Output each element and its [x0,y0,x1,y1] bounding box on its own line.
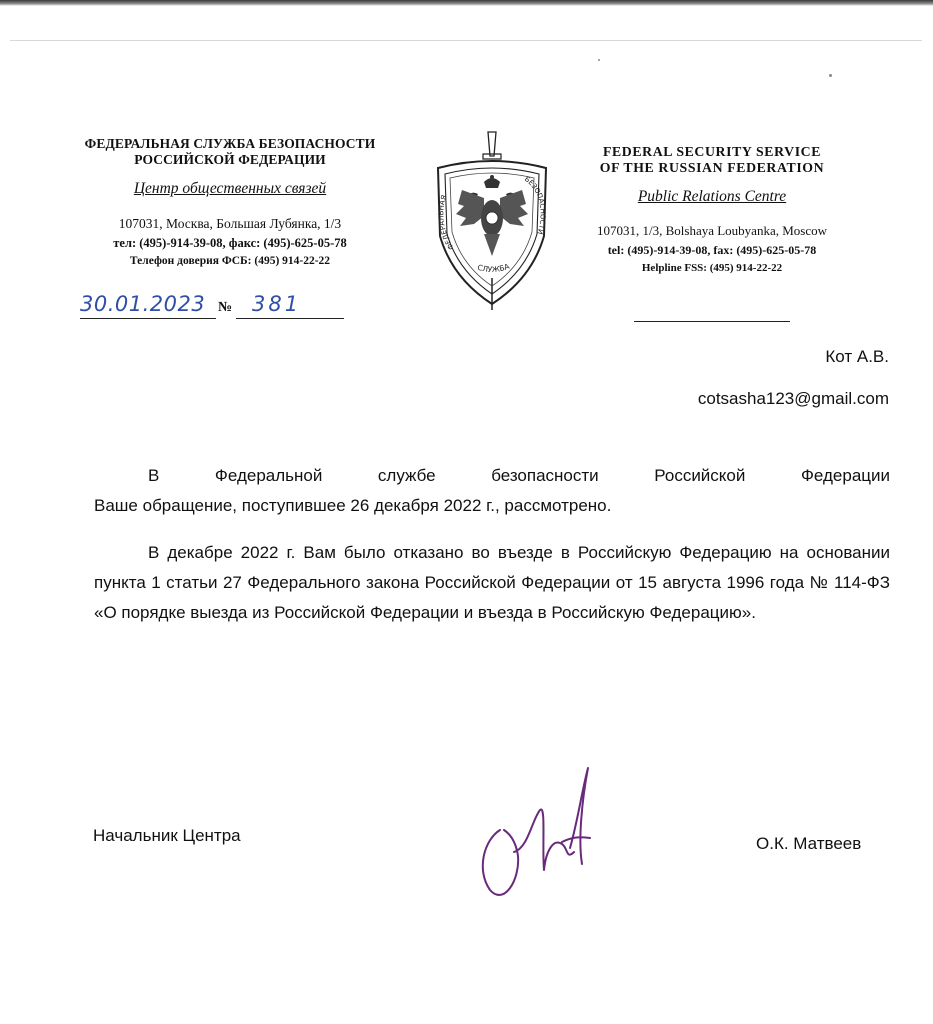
org-name-line1: ФЕДЕРАЛЬНАЯ СЛУЖБА БЕЗОПАСНОСТИ [84,136,376,151]
body-paragraph-2: В декабре 2022 г. Вам было отказано во въезде в Российскую Федерацию на основании пункта 1 статьи 27 Федерального закона Российской Федерации от 15 августа 1996 года № 114-ФЗ «О порядке выезда из Российской Федерации и въезда в Российскую Федерацию». [94,543,890,622]
centre-name: Центр общественных связей [133,180,327,197]
emblem-ring-right-text: БЕЗОПАСНОСТИ [522,175,547,236]
signatory-title: Начальник Центра [93,826,241,845]
helpline-en: Helpline FSS: (495) 914-22-22 [641,262,783,274]
letterhead-russian [58,136,402,267]
phone-fax: тел: (495)-914-39-08, факс: (495)-625-05-78 [113,236,347,250]
english-registration-line [634,321,790,322]
body-paragraph-1-line1: В Федеральной службе безопасности Российской Федерации [148,466,890,485]
scan-speck [829,74,832,77]
scan-artifact-line [10,40,922,41]
body-paragraph-1-rest: Ваше обращение, поступившее 26 декабря 2022 г., рассмотрено. [94,496,612,515]
address-en: 107031, 1/3, Bolshaya Loubyanka, Moscow [596,223,827,238]
address: 107031, Москва, Большая Лубянка, 1/3 [118,216,342,231]
registration-number-label: № [218,300,233,315]
addressee-name: Кот А.В. [825,347,889,366]
emblem-ring-bottom-text: СЛУЖБА [476,261,511,275]
fsb-emblem-icon [428,128,556,314]
registration-line [80,290,348,324]
date-underline [80,318,216,319]
phone-fax-en: tel: (495)-914-39-08, fax: (495)-625-05-78 [607,243,817,257]
number-underline [236,318,344,319]
helpline: Телефон доверия ФСБ: (495) 914-22-22 [129,255,331,267]
letterhead-english [572,144,852,274]
org-name-line2-en: OF THE RUSSIAN FEDERATION [599,160,825,175]
org-name-line2: РОССИЙСКОЙ ФЕДЕРАЦИИ [134,152,326,167]
body-paragraph-1 [94,461,890,521]
org-name-line1-en: FEDERAL SECURITY SERVICE [602,144,822,159]
centre-name-en: Public Relations Centre [637,188,787,205]
registration-number: 381 [252,292,302,316]
addressee-email: cotsasha123@gmail.com [697,389,889,408]
scan-speck [598,59,600,61]
scan-top-edge [0,0,933,6]
svg-text:СЛУЖБА [476,261,511,274]
signatory-name: О.К. Матвеев [756,834,862,853]
registration-date: 30.01.2023 [80,292,206,316]
emblem-ring-left-text: ФЕДЕРАЛЬНАЯ [437,194,456,252]
handwritten-signature-icon [470,760,600,910]
svg-text:БЕЗОПАСНОСТИ [523,175,547,235]
